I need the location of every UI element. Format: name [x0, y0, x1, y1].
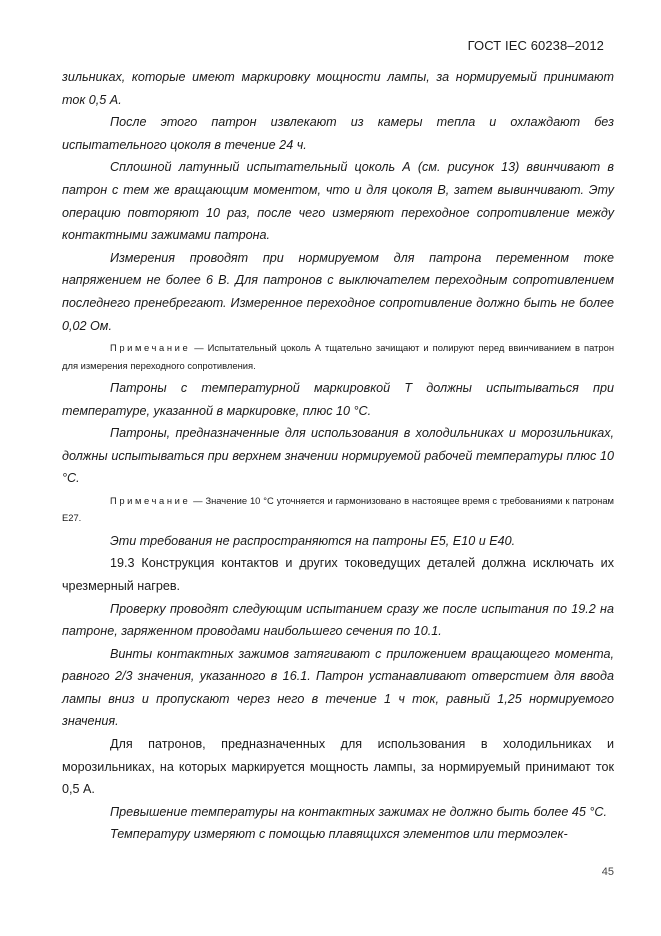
body-paragraph: Патроны с температурной маркировкой Т должны испытываться при температуре, указанной в маркировке, плюс 10 °С.	[62, 380, 614, 418]
body-paragraph: Превышение температуры на контактных зажимах не должно быть более 45 °С.	[110, 804, 607, 819]
note-text: — Испытательный цоколь А тщательно зачищают и полируют перед ввинчиванием в патрон для измерения переходного сопротивления.	[62, 342, 614, 371]
note-label: Примечание	[110, 494, 191, 506]
note-label: Примечание	[110, 342, 191, 354]
body-paragraph: зильниках, которые имеют маркировку мощности лампы, за нормируемый принимают ток 0,5 А.	[62, 70, 614, 107]
note-paragraph	[62, 339, 614, 374]
document-header: ГОСТ IEC 60238–2012	[467, 38, 604, 53]
body-paragraph: Патроны, предназначенные для использования в холодильниках и морозильниках, должны испытываться при верхнем значении нормируемой рабочей температуры плюс 10 °С.	[62, 426, 614, 486]
note-paragraph	[62, 492, 614, 527]
body-paragraph: Сплошной латунный испытательный цоколь А (см. рисунок 13) ввинчивают в патрон с тем же вращающим моментом, что и для цоколя В, затем вывинчивают. Эту операцию повторяют 10 раз, после чего измеряют переходное сопротивление между контактными зажимами патрона.	[62, 160, 614, 243]
body-paragraph: После этого патрон извлекают из камеры тепла и охлаждают без испытательного цоколя в течение 24 ч.	[62, 115, 614, 152]
body-paragraph: Температуру измеряют с помощью плавящихся элементов или термоэлек-	[110, 827, 568, 842]
body-paragraph: Для патронов, предназначенных для использования в холодильниках и морозильниках, на которых маркируется мощность лампы, за нормируемый принимают ток 0,5 А.	[62, 737, 614, 797]
body-paragraph: Винты контактных зажимов затягивают с приложением вращающего момента, равного 2/3 значения, указанного в 16.1. Патрон устанавливают отверстием для ввода лампы вниз и пропускают через него в течение 1 ч ток, равный 1,25 нормируемого значения.	[62, 646, 614, 729]
note-text: — Значение 10 °С уточняется и гармонизовано в настоящее время с требованиями к патронам Е27.	[62, 494, 614, 524]
document-body	[62, 66, 614, 846]
body-paragraph: Проверку проводят следующим испытанием сразу же после испытания по 19.2 на патроне, заряженном проводами наибольшего сечения по 10.1.	[62, 601, 614, 639]
clause-paragraph: 19.3 Конструкция контактов и других токоведущих деталей должна исключать их чрезмерный нагрев.	[62, 556, 614, 593]
body-paragraph: Измерения проводят при нормируемом для патрона переменном токе напряжением не более 6 В. Для патронов с выключателем переходным сопротивлением последнего пренебрегают. Измеренное переходное сопротивление должно быть не более 0,02 Ом.	[62, 250, 614, 333]
page-number: 45	[601, 866, 614, 878]
body-paragraph: Эти требования не распространяются на патроны Е5, Е10 и Е40.	[110, 533, 516, 548]
